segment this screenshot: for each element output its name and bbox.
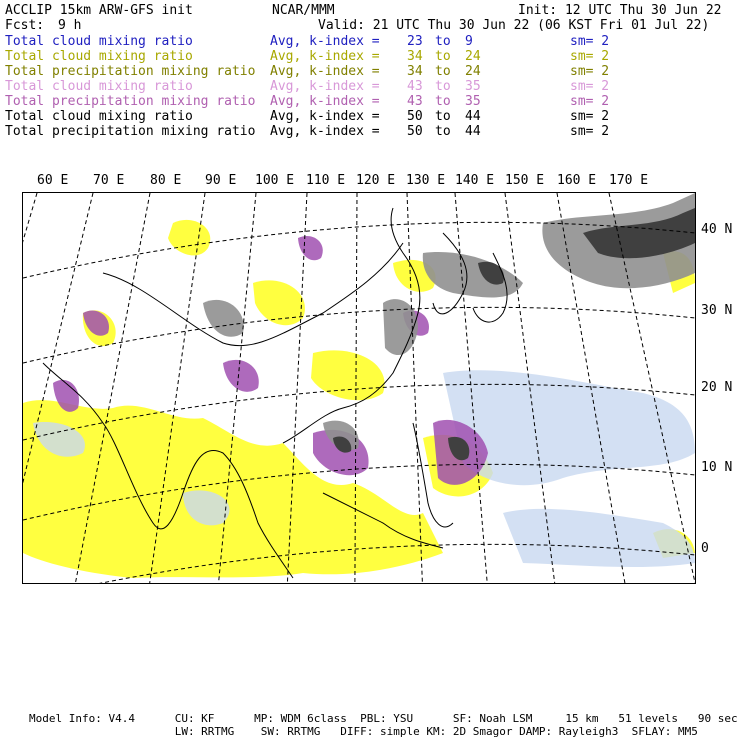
latitude-label: 10 N	[701, 460, 733, 475]
high-cloud-patch	[423, 252, 523, 297]
low-cloud-patch	[311, 350, 385, 400]
model-info-line1: Model Info: V4.4 CU: KF MP: WDM 6class PBL: YSU SF: Noah LSM 15 km 51 levels 90 sec	[29, 712, 738, 725]
init-time: Init: 12 UTC Thu 30 Jun 22	[518, 3, 722, 18]
longitude-label: 140 E	[455, 173, 495, 188]
legend-to-word: to	[435, 49, 451, 64]
weather-map	[22, 192, 696, 584]
legend-sm: sm= 2	[570, 124, 610, 139]
legend-to: 9	[465, 34, 473, 49]
legend-to: 44	[465, 109, 481, 124]
legend-sm: sm= 2	[570, 49, 610, 64]
legend-row	[5, 109, 735, 124]
legend-field: Total cloud mixing ratio	[5, 109, 193, 124]
forecast-hours: 9 h	[58, 18, 82, 33]
legend-sm: sm= 2	[570, 94, 610, 109]
legend-avg: Avg, k-index =	[270, 79, 380, 94]
legend-avg: Avg, k-index =	[270, 94, 380, 109]
legend-row	[5, 49, 735, 64]
legend-from: 50	[407, 124, 423, 139]
longitude-label: 130 E	[406, 173, 446, 188]
legend-from: 23	[407, 34, 423, 49]
model-title: ACCLIP 15km ARW-GFS init	[5, 3, 193, 18]
longitude-label: 110 E	[306, 173, 346, 188]
legend-to-word: to	[435, 34, 451, 49]
legend-to-word: to	[435, 64, 451, 79]
forecast-label: Fcst:	[5, 18, 45, 33]
legend-sm: sm= 2	[570, 109, 610, 124]
legend-from: 34	[407, 49, 423, 64]
model-info-line2: LW: RRTMG SW: RRTMG DIFF: simple KM: 2D Smagor DAMP: Rayleigh3 SFLAY: MM5	[29, 725, 698, 738]
longitude-label: 60 E	[37, 173, 69, 188]
valid-time: Valid: 21 UTC Thu 30 Jun 22 (06 KST Fri 01 Jul 22)	[318, 18, 710, 33]
latitude-label: 40 N	[701, 222, 733, 237]
legend-row	[5, 34, 735, 49]
legend-sm: sm= 2	[570, 79, 610, 94]
legend-avg: Avg, k-index =	[270, 109, 380, 124]
legend-from: 50	[407, 109, 423, 124]
map-canvas	[23, 193, 695, 583]
longitude-label: 120 E	[356, 173, 396, 188]
thin-cloud-patch	[503, 509, 695, 567]
legend-sm: sm= 2	[570, 34, 610, 49]
legend-to-word: to	[435, 94, 451, 109]
legend-avg: Avg, k-index =	[270, 124, 380, 139]
country-border	[103, 243, 403, 346]
legend-to: 35	[465, 79, 481, 94]
legend-avg: Avg, k-index =	[270, 49, 380, 64]
legend-from: 34	[407, 64, 423, 79]
low-cloud-patch	[23, 400, 443, 578]
legend-from: 43	[407, 79, 423, 94]
longitude-label: 170 E	[609, 173, 649, 188]
longitude-label: 80 E	[150, 173, 182, 188]
legend-to: 24	[465, 49, 481, 64]
legend-to-word: to	[435, 109, 451, 124]
legend-to-word: to	[435, 124, 451, 139]
mid-cloud-patch	[223, 360, 259, 392]
legend-to: 35	[465, 94, 481, 109]
low-cloud-patch	[168, 220, 210, 256]
latitude-label: 0	[701, 541, 709, 556]
legend-field: Total precipitation mixing ratio	[5, 94, 256, 109]
legend-field: Total cloud mixing ratio	[5, 34, 193, 49]
legend-avg: Avg, k-index =	[270, 64, 380, 79]
latitude-label: 20 N	[701, 380, 733, 395]
latitude-label: 30 N	[701, 303, 733, 318]
longitude-label: 160 E	[557, 173, 597, 188]
legend-field: Total cloud mixing ratio	[5, 49, 193, 64]
legend-to: 24	[465, 64, 481, 79]
longitude-label: 90 E	[205, 173, 237, 188]
center-label: NCAR/MMM	[272, 3, 335, 18]
legend-field: Total precipitation mixing ratio	[5, 64, 256, 79]
legend-row	[5, 124, 735, 139]
legend-avg: Avg, k-index =	[270, 34, 380, 49]
longitude-label: 70 E	[93, 173, 125, 188]
legend-field: Total precipitation mixing ratio	[5, 124, 256, 139]
longitude-label: 150 E	[505, 173, 545, 188]
mid-cloud-patch	[298, 236, 323, 260]
high-cloud-patch	[203, 300, 244, 337]
legend-from: 43	[407, 94, 423, 109]
legend-sm: sm= 2	[570, 64, 610, 79]
legend-row	[5, 79, 735, 94]
legend-row	[5, 94, 735, 109]
legend-to-word: to	[435, 79, 451, 94]
longitude-label: 100 E	[255, 173, 295, 188]
legend-to: 44	[465, 124, 481, 139]
legend-row	[5, 64, 735, 79]
legend-field: Total cloud mixing ratio	[5, 79, 193, 94]
